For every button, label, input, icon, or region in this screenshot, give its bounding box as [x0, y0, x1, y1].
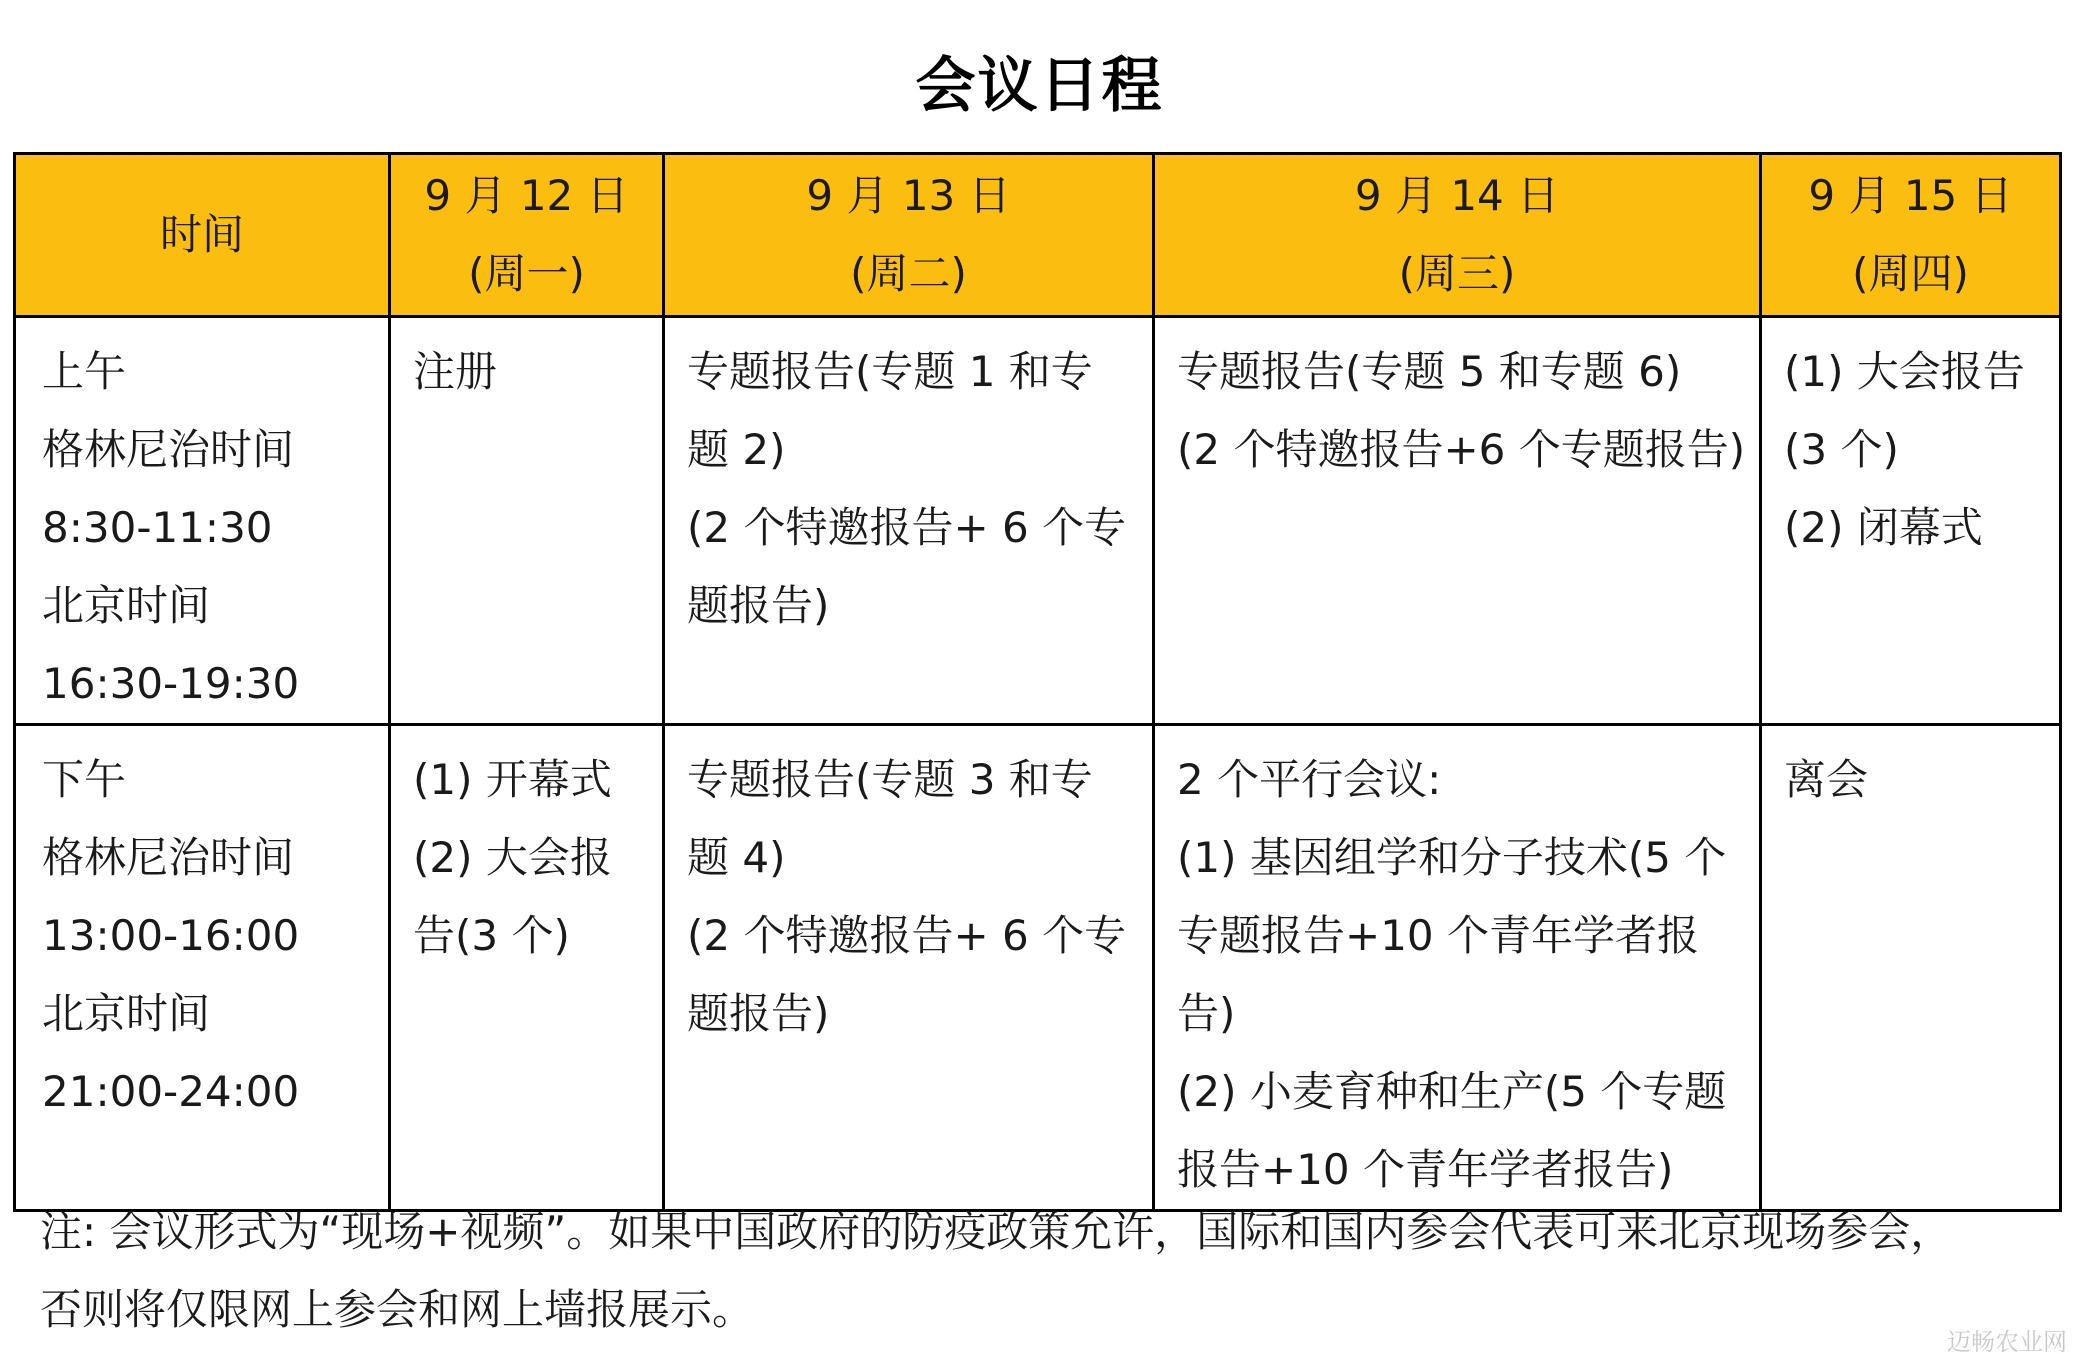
cell-line: 2 个平行会议: — [1177, 755, 1442, 804]
cell-line: 题报告) — [687, 989, 830, 1038]
footnote — [40, 1193, 2070, 1349]
time-line: 21:00-24:00 — [42, 1067, 300, 1116]
cell-line: 专题报告(专题 1 和专 — [687, 347, 1093, 396]
cell-line: 离会 — [1784, 755, 1869, 804]
time-line: 8:30-11:30 — [42, 503, 273, 552]
header-day-4 — [1761, 154, 2061, 317]
cell-line: (2) 大会报 — [413, 833, 612, 882]
time-line: 格林尼治时间 — [42, 425, 295, 474]
time-line: 格林尼治时间 — [42, 833, 295, 882]
page-title: 会议日程 — [915, 51, 1164, 121]
header-date: 9 月 15 日 — [1808, 171, 2013, 220]
time-cell — [15, 317, 390, 725]
header-weekday: (周一) — [468, 249, 585, 298]
footnote-line-2: 否则将仅限网上参会和网上墙报展示。 — [40, 1285, 755, 1334]
cell-line: 专题报告(专题 5 和专题 6) — [1177, 347, 1682, 396]
cell-line: (3 个) — [1784, 425, 1899, 474]
header-time-label: 时间 — [159, 210, 244, 259]
schedule-cell — [390, 725, 664, 1211]
schedule-cell — [664, 725, 1154, 1211]
time-cell — [15, 725, 390, 1211]
cell-line: (2 个特邀报告+ 6 个专 — [687, 503, 1127, 552]
schedule-cell — [1761, 725, 2061, 1211]
time-line: 16:30-19:30 — [42, 659, 300, 708]
cell-line: 题报告) — [687, 581, 830, 630]
schedule-cell — [390, 317, 664, 725]
header-date: 9 月 14 日 — [1354, 171, 1560, 220]
cell-line: 题 4) — [687, 833, 786, 882]
table-row-morning — [15, 317, 2061, 725]
schedule-cell — [664, 317, 1154, 725]
cell-line: 注册 — [413, 347, 498, 396]
header-row — [15, 154, 2061, 317]
header-day-1 — [390, 154, 664, 317]
schedule-cell — [1761, 317, 2061, 725]
footnote-line-1: 注: 会议形式为“现场+视频”。如果中国政府的防疫政策允许，国际和国内参会代表可来北京现场参会， — [40, 1207, 1953, 1256]
cell-line: 题 2) — [687, 425, 786, 474]
cell-line: 告) — [1177, 989, 1236, 1038]
cell-line: 专题报告+10 个青年学者报 — [1177, 911, 1699, 960]
header-time — [15, 154, 390, 317]
cell-line: (2) 小麦育种和生产(5 个专题 — [1177, 1067, 1727, 1116]
cell-line: 报告+10 个青年学者报告) — [1177, 1145, 1674, 1194]
cell-line: (2 个特邀报告+6 个专题报告) — [1177, 425, 1746, 474]
header-date: 9 月 12 日 — [424, 171, 629, 220]
table-row-afternoon — [15, 725, 2061, 1211]
header-weekday: (周四) — [1852, 249, 1969, 298]
cell-line: (2 个特邀报告+ 6 个专 — [687, 911, 1127, 960]
schedule-cell — [1154, 725, 1761, 1211]
time-line: 上午 — [42, 347, 127, 396]
cell-line: (1) 大会报告 — [1784, 347, 2025, 396]
time-line: 北京时间 — [42, 989, 211, 1038]
schedule-cell — [1154, 317, 1761, 725]
cell-line: 告(3 个) — [413, 911, 570, 960]
time-line: 下午 — [42, 755, 127, 804]
header-weekday: (周二) — [850, 249, 967, 298]
header-date: 9 月 13 日 — [806, 171, 1011, 220]
cell-line: (1) 开幕式 — [413, 755, 612, 804]
schedule-table — [13, 152, 2062, 1212]
header-day-2 — [664, 154, 1154, 317]
cell-line: (2) 闭幕式 — [1784, 503, 1983, 552]
header-weekday: (周三) — [1398, 249, 1516, 298]
cell-line: (1) 基因组学和分子技术(5 个 — [1177, 833, 1727, 882]
cell-line: 专题报告(专题 3 和专 — [687, 755, 1093, 804]
watermark: 迈畅农业网 — [1947, 1328, 2067, 1356]
time-line: 北京时间 — [42, 581, 211, 630]
header-day-3 — [1154, 154, 1761, 317]
time-line: 13:00-16:00 — [42, 911, 300, 960]
